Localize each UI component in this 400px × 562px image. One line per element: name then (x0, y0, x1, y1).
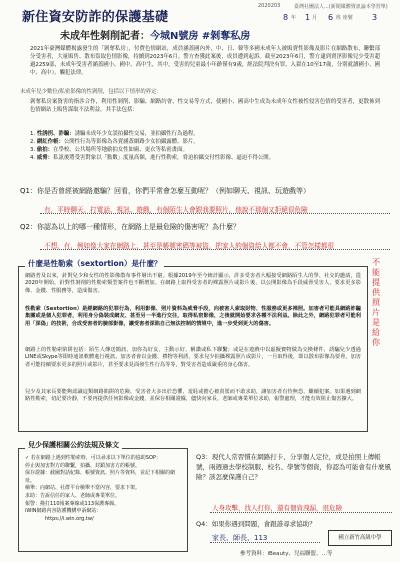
list-item (30, 154, 380, 162)
q3-label: Q3： (196, 453, 212, 461)
list-item-desc: 公開性行為等影像為各賣涵蓋網路少女拍攝露體、影片。 (63, 139, 199, 145)
list-item (25, 485, 181, 493)
list-item (30, 146, 380, 154)
method-list (30, 130, 380, 162)
child-protection-box (18, 441, 188, 552)
list-item-text: 檢舉：向網站、社群平台檢舉不當內容，要求下架。 (25, 485, 141, 492)
q2-answer-line (40, 249, 390, 250)
q1-answer-line (40, 213, 390, 214)
q3-text: 現代人常習慣在網路打卡、分享個人定位，或是拍照上傳帳號，兩週過去學校制服、校名、學號等個資，你認為可能會有什麼風險？該怎麼保護自己？ (196, 453, 391, 481)
box1-para1: 網路普及以來，針對兒少和女性的性影像散布事件層出不窮。根據2019年至今統計顯示，許多受害者大幅接受網路陌生人的學、社交的邀請，從2020年開始，針對性剝削的性勒索類型案件也不斷增加。在網路上取得受害者的裸露照片或影片後，以公開影像為手段威脅受害人，要求更多影像、金錢、性服務等，造成傷害。 (25, 273, 361, 294)
list-item-term: 威脅： (36, 155, 54, 161)
list-item (25, 493, 181, 501)
q4-answer[interactable]: 家長、師長、113 (212, 534, 268, 542)
q3-question (196, 452, 392, 482)
list-item (25, 470, 181, 485)
q2-question (20, 222, 390, 232)
q1-text: 你是否曾經被網路邀騙？回看，你們平常會怎麼互動呢？（例如聊天、視訊、玩遊戲等） (36, 187, 310, 195)
q4-question (196, 519, 392, 528)
list-item-desc: 私訊後將受害對象以「點數」度量高額，進行性勒索，脅迫拍攝交付性影像、逼迫不得公開。 (53, 155, 275, 161)
subtitle-prefix: 未成年性剝削記者： (60, 31, 150, 42)
list-item (25, 508, 181, 516)
list-item-term: 性誘拐、詐騙： (36, 131, 75, 137)
list-item (30, 130, 380, 138)
header-seat: 3 (372, 13, 378, 22)
list-item (25, 455, 181, 463)
q3-answer-line (210, 512, 392, 513)
list-item-number: 1. (30, 131, 36, 137)
box1-para2: 性勒索（Sextortion）是經網路的犯罪行為，利用影像、照片資料為威脅手段，向被害人索取財物、性服務或更多裸照。加害者可能具網路詐騙集團或是個人犯罪者，利用身分偽裝成網友、甚至另一半進行交往，取得私密影像，之後就開始要求各種不法利益。除此之外，網路犯罪者可能利用「深偽」的技術，合成受害者的臉部影像，讓受害者深陷自己無法控制的情境中，進一步受到更大的傷害。 (25, 306, 361, 327)
header-grade: 6 (328, 13, 334, 22)
q1-label: Q1： (20, 187, 37, 195)
q1-question (20, 186, 390, 196)
box1-para3: 網路上的性勒索陷阱包括：陌生人傳送簡訊、加你為好友、主動示好、稱讚或私下聯繫；或是在遊戲中以虛擬寶物做為交換條件，誘騙兒少透過LINE或Skype等即時通訊軟體進行視訊。加害者會以金錢、禮物等利誘，要求兒少拍攝裸露照片或影片，一旦取得後，即以散布影像為要脅，加害者可能持續要求更多的照片或影片，甚至要求見面發生性行為等等，對受害者造成嚴重的身心傷害。 (25, 347, 361, 368)
header-day-label: 月 (312, 15, 318, 21)
intro-paragraph: 2021年臺灣媒體揭露發生的「剝奪私房」，付費色情網站，成員涵蓋國內外，中、日、韓等多國未成年人被販賣性影像及影片在網路散布，聯繫部分受害者，大量販售、散布盜取色情影像，持續到2023年6月。警方查獲此案後，成員遭到起訴。截至2023年6月，警方逮到賣淫影像兒少受害超過2259部，未成年受害者涵蓋國小、國中、高中生，其中，受害的兒童最小年齡僅有9歲，經法院判決有罪，入獄在10至17歲，分別就讀國小、國中、高中）。觸犯法律。 (30, 46, 380, 77)
section-heading: 未成年兒少數位/私密影像的性剝削，包括以下情形的界定： (20, 89, 162, 95)
sextortion-info-box (18, 259, 368, 432)
subtitle-handwritten: 今城N號房 #剝奪私房 (150, 31, 251, 42)
footer-references: 參考資料：iBeauty、兒福聯盟、…等 (240, 551, 333, 557)
list-item-number: 4. (30, 155, 36, 161)
q2-label: Q2： (20, 223, 37, 231)
box1-para4: 兒少及其家長要能夠認識這類網路陷阱的危險。受害者大多出於恐懼、羞恥或擔心被責罵而不敢求助，讓加害者有恃無恐、繼續犯案。如果遇到網路性勒索，切記要冷靜，不要再提供任何影像或金錢，並保存相關證據，儘快向家長、老師或專業單位求助，報警處理，才能有效阻止傷害擴大。 (25, 389, 361, 403)
list-item-desc: 誘騙未成年少女誤拍攝性交易，並拍攝性行為過程。 (74, 131, 199, 137)
list-item-text: 保存證據：截圖對話紀錄、帳號資訊、照片等資料，並記下相關的網址。 (25, 470, 176, 484)
list-item-number: 2. (30, 139, 36, 145)
header-school-line: 臺灣社團法人...(新聞媒體資訊論本學習單) (294, 4, 388, 10)
section-paragraph: 剝奪私房案資害的指涉合作，利用性剝削、影騙、網路約會、性交易等方式，使國小、國高中生成為未成年女性被性侵害色情的受害者，更散佈到色情網站上販售謀取不法利益。其手法包括： (30, 99, 380, 114)
box1-heading: 什麼是性勒索（sextortion）是什麼？ (25, 258, 164, 269)
page-subtitle (60, 27, 390, 42)
list-item-term: 網紅作帳： (36, 139, 64, 145)
iwin-url[interactable]: https://i.win.org.tw/ (45, 515, 94, 522)
check-icon: ✓ (25, 455, 30, 461)
q1-answer[interactable]: 有，平時聊天、打電話、視訊、遊戲，有個陌生人會跟我要照片，他說不那個又拒絕很危險 (44, 206, 308, 214)
q2-text: 你認為以上的哪一種情形，在網路上是最危險的傷害呢？為什麼？ (36, 223, 240, 231)
list-item-desc: 在學校、公共場所等地偷拍女性如廁、更衣等私密畫面。 (53, 147, 188, 153)
list-item (30, 138, 380, 146)
list-item-text: 求助：告訴信任的家人、老師或專業單位。 (25, 492, 121, 499)
page-title (22, 6, 322, 25)
q4-text: 如果你遇到問題，會跟誰尋求協助？ (211, 520, 316, 528)
header-code: 2020203 (258, 3, 281, 9)
school-stamp: 國立新竹高級中學 (328, 530, 392, 546)
q4-label: Q4： (196, 520, 212, 528)
header-day: 1 (305, 13, 311, 22)
list-item-number: 3. (30, 147, 36, 153)
q2-answer[interactable]: 不想，有，例如像大家在網路上，甚至是帳號密碼等被盜，把家人的個資給人都不會，不管怎樣都很 (44, 242, 335, 250)
list-item-text: iWIN網路內容防護機構申訴網站： (25, 508, 102, 515)
header-month: 8 (283, 13, 289, 22)
list-item-text: 報警：撥打110報案專線或113保護專線。 (25, 500, 120, 507)
header-month-label: 年 (291, 15, 297, 21)
page-title-text: 新住資安防詐的保護基礎 (22, 10, 169, 25)
q4-answer-line (210, 542, 320, 543)
box2-heading: 兒少保護相關公約法規及條文 (25, 440, 122, 450)
list-item-text: 停止與加害對方的聯繫，拍攝、封鎖加害方的帳號。 (25, 462, 141, 469)
header-class-label: 班 座號 (336, 15, 353, 21)
box2-list (25, 455, 181, 523)
list-item-text: 若在網路上遇到性勒索時，可以尋求以下單位的協助SOP： (30, 455, 161, 461)
list-item-term: 偷拍： (36, 147, 54, 153)
q3-answer[interactable]: 人身攻擊，找人打你，還有個資洩漏，很危險 (212, 504, 342, 512)
margin-handwritten-note: 不能提供照片是給你 (372, 258, 380, 347)
